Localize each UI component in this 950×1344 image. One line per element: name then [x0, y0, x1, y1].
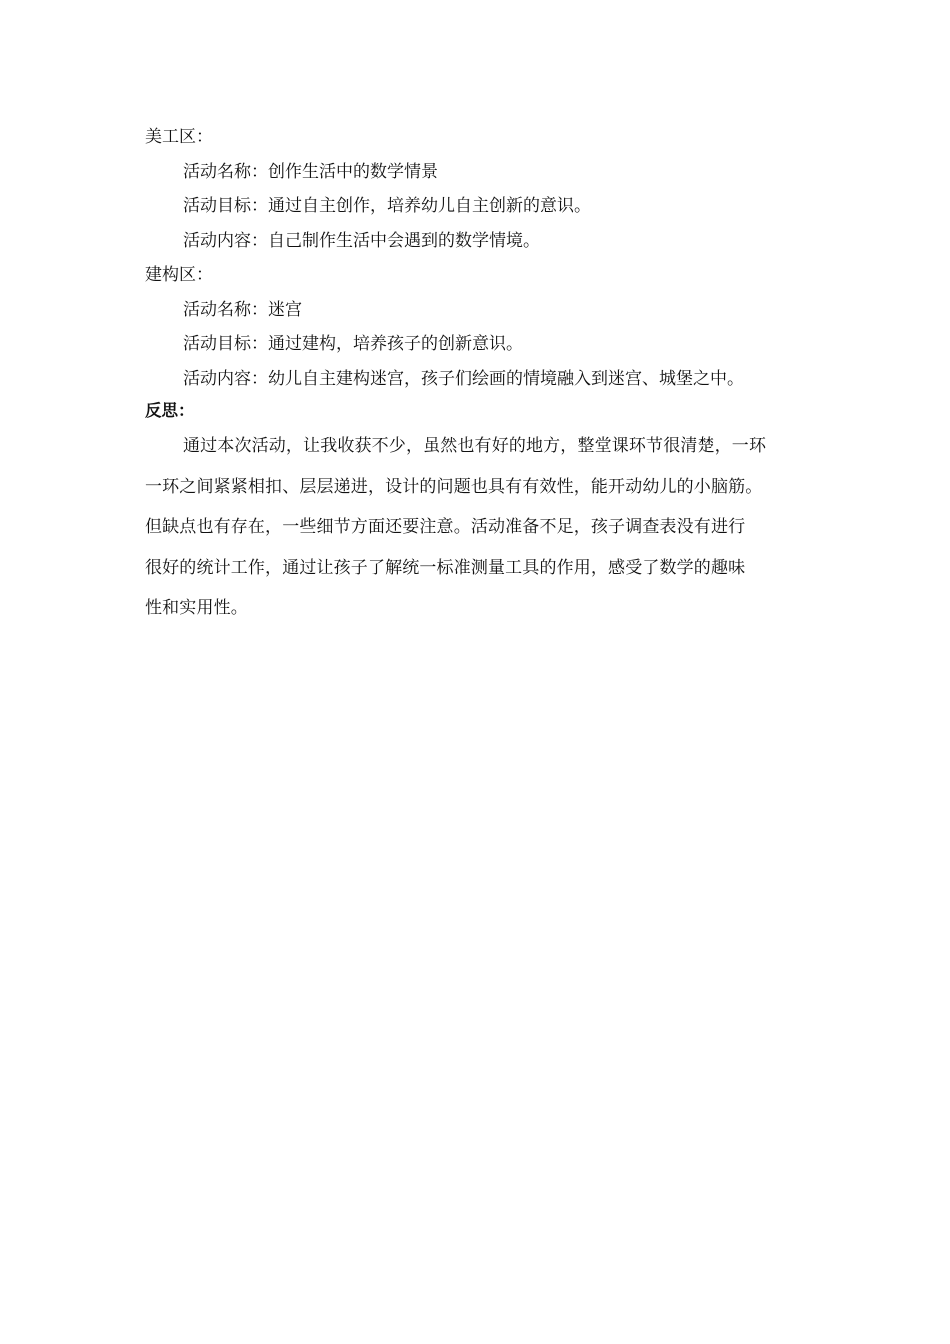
reflection-line: 通过本次活动，让我收获不少，虽然也有好的地方，整堂课环节很清楚，一环	[183, 436, 767, 456]
reflection-paragraph	[145, 426, 810, 629]
reflection-line: 但缺点也有存在，一些细节方面还要注意。活动准备不足，孩子调查表没有进行	[145, 517, 746, 537]
art-area-activity-name: 活动名称：创作生活中的数学情景	[183, 161, 438, 182]
build-area-activity-content: 活动内容：幼儿自主建构迷宫，孩子们绘画的情境融入到迷宫、城堡之中。	[183, 368, 744, 389]
reflection-line: 性和实用性。	[145, 598, 248, 618]
art-area-activity-goal: 活动目标：通过自主创作，培养幼儿自主创新的意识。	[183, 196, 591, 216]
reflection-line: 一环之间紧紧相扣、层层递进，设计的问题也具有有效性，能开动幼儿的小脑筋。	[145, 476, 763, 497]
document-page	[145, 120, 810, 629]
build-area-title: 建构区：	[145, 265, 213, 285]
reflection-title: 反思：	[145, 401, 195, 420]
build-area-activity-goal: 活动目标：通过建构，培养孩子的创新意识。	[183, 334, 523, 354]
art-area-activity-content: 活动内容：自己制作生活中会遇到的数学情境。	[183, 230, 540, 251]
build-area-activity-name: 活动名称：迷宫	[183, 299, 302, 320]
art-area-title: 美工区：	[145, 127, 213, 147]
reflection-line: 很好的统计工作，通过让孩子了解统一标准测量工具的作用，感受了数学的趣味	[145, 557, 746, 578]
